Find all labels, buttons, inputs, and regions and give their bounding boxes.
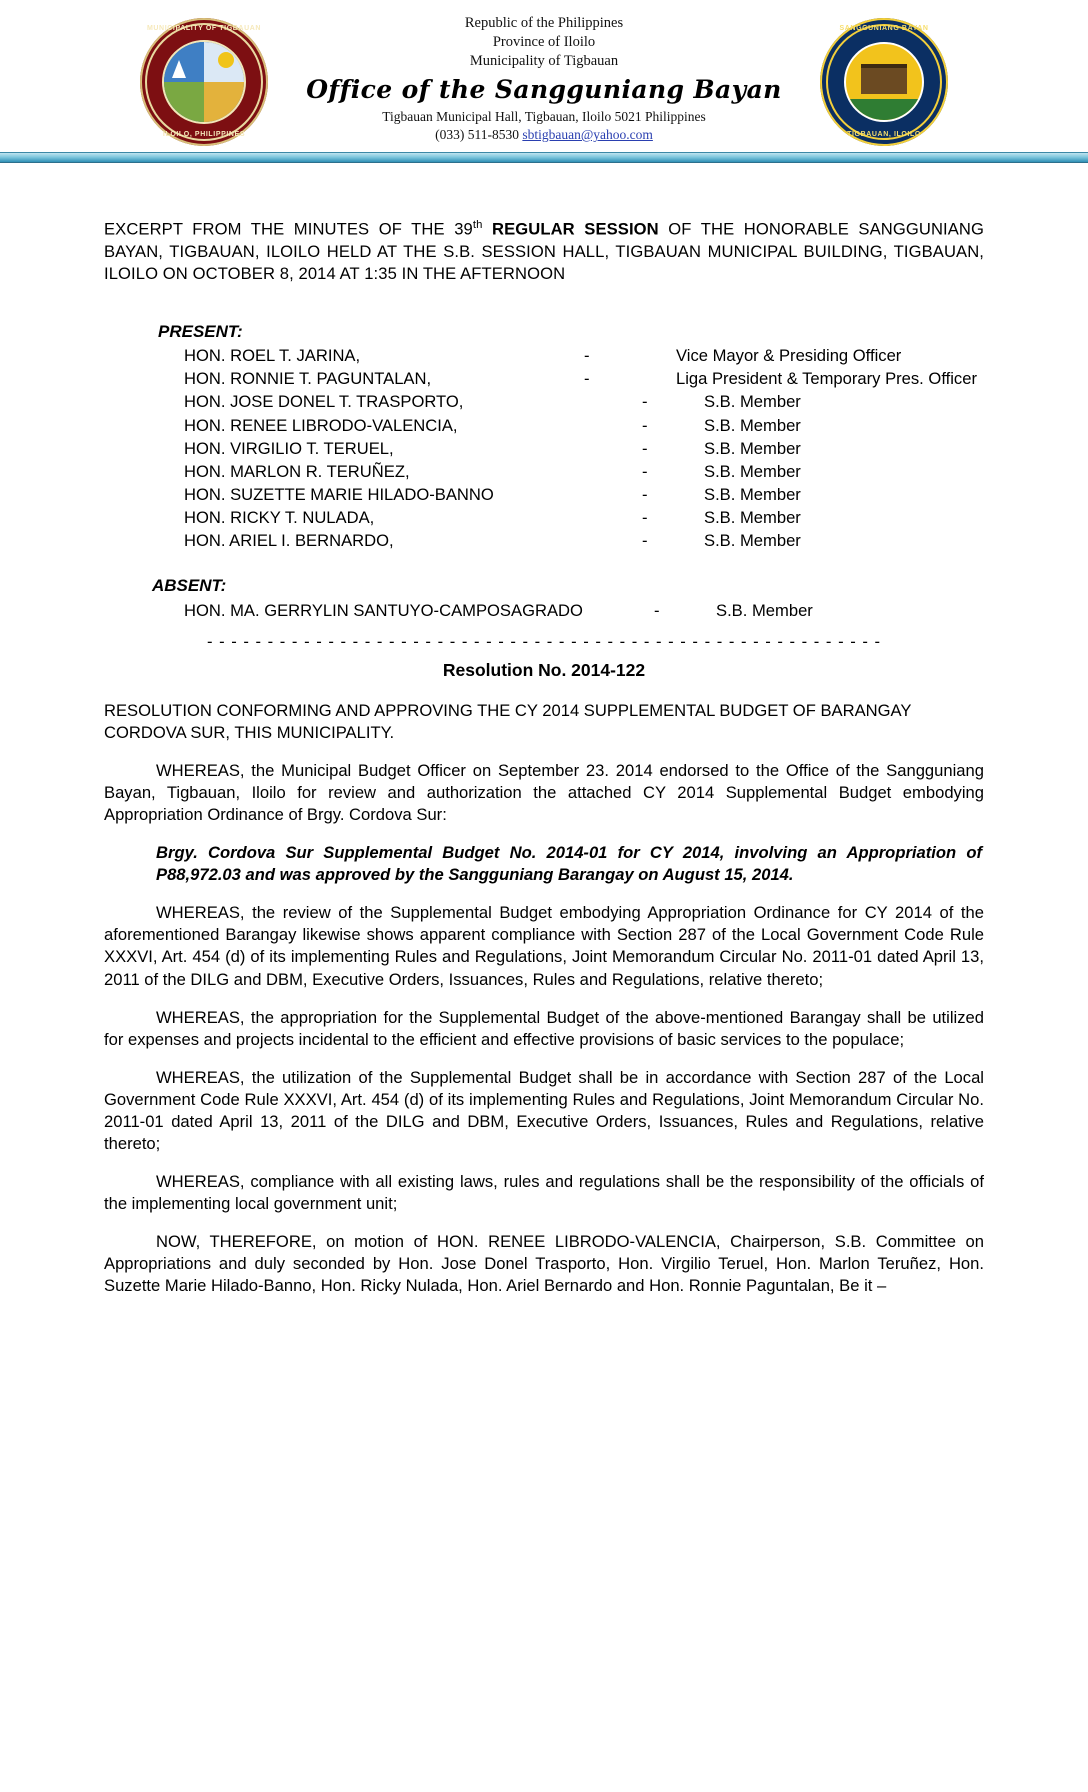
row-dash: -: [642, 438, 648, 458]
municipality-seal-top-text: MUNICIPALITY OF TIGBAUAN: [146, 25, 262, 32]
absent-section: [132, 575, 984, 623]
member-role: S.B. Member: [704, 438, 801, 458]
office-title-text: Office of the Sangguniang Bayan: [306, 75, 782, 105]
member-name: HON. ARIEL I. BERNARDO,: [184, 530, 394, 550]
table-row: [184, 530, 977, 553]
now-therefore-paragraph: NOW, THEREFORE, on motion of HON. RENEE LIBRODO-VALENCIA, Chairperson, S.B. Committee on Appropriations and duly seconded by Hon. Jose Donel Trasporto, Hon. Virgilio Teruel, Hon. Marlon Teruñez, Hon. Suzette Marie Hilado-Banno, Hon. Ricky Nulada, Hon. Ariel Bernardo and Hon. Ronnie Paguntalan, Be it –: [104, 1232, 984, 1296]
attendance-section: [104, 321, 984, 623]
whereas-paragraph-3: WHEREAS, the appropriation for the Supplemental Budget of the above-mentioned Barangay shall be utilized for expenses and projects incidental to the efficient and effective provisions of basic services to the populace;: [104, 1007, 984, 1049]
present-table: [184, 345, 977, 553]
province-line: Province of Iloilo: [492, 34, 596, 51]
table-row: [184, 507, 977, 530]
office-title: [300, 73, 788, 106]
member-name: HON. RONNIE T. PAGUNTALAN,: [184, 369, 432, 389]
member-name: HON. JOSE DONEL T. TRASPORTO,: [184, 392, 464, 412]
row-dash: -: [654, 600, 660, 620]
header-divider-bar: [0, 152, 1088, 163]
row-dash: -: [642, 484, 648, 504]
session-type: REGULAR SESSION: [482, 219, 659, 239]
whereas-paragraph-1: WHEREAS, the Municipal Budget Officer on September 23. 2014 endorsed to the Office of the Sangguniang Bayan, Tigbauan, Iloilo for review and authorization the attached CY 2014 Supplemental Budget embodying Appropriation Ordinance of Brgy. Cordova Sur:: [104, 761, 984, 825]
member-name: HON. RENEE LIBRODO-VALENCIA,: [184, 415, 458, 435]
row-dash: -: [642, 530, 648, 550]
member-role: Vice Mayor & Presiding Officer: [676, 346, 902, 366]
member-name: HON. ROEL T. JARINA,: [184, 346, 361, 366]
present-label: PRESENT:: [158, 321, 243, 341]
member-role: S.B. Member: [704, 507, 801, 527]
sb-seal-bottom-text: TIGBAUAN, ILOILO: [847, 131, 921, 138]
table-row: [184, 438, 977, 461]
table-row: [184, 345, 977, 368]
table-row: [184, 391, 977, 414]
member-role: S.B. Member: [704, 461, 801, 481]
excerpt-tail: OF THE HONORABLE SANGGUNIANG BAYAN, TIGBAUAN, ILOILO HELD AT THE S.B. SESSION HALL, TIGBAUAN MUNICIPAL BUILDING, TIGBAUAN, ILOILO ON OCTOBER 8, 2014 AT 1:35 IN THE AFTERNOON: [104, 219, 984, 283]
whereas-paragraph-2: WHEREAS, the review of the Supplemental Budget embodying Appropriation Ordinance for CY 2014 of the aforementioned Barangay likewise shows apparent compliance with Section 287 of the Local Government Code Rule XXXVI, Art. 454 (d) of its implementing Rules and Regulations, Joint Memorandum Circular No. 2011-01 dated April 13, 2011 of the DILG and DBM, Executive Orders, Issuances, Rules and Regulations, relative thereto;: [104, 903, 984, 989]
table-row: [184, 415, 977, 438]
section-divider: - - - - - - - - - - - - - - - - - - - - - - - - - - - - - - - - - - - - - - - - - - - - - - - - - - - - - - - -: [206, 631, 881, 651]
whereas-paragraph-4: WHEREAS, the utilization of the Supplemental Budget shall be in accordance with Section 287 of the Local Government Code Rule XXXVI, Art. 454 (d) of its implementing Rules and Regulations, Joint Memorandum Circular No. 2011-01 dated April 13, 2011 of the DILG and DBM, Executive Orders, Issuances, Rules and Regulations, relative thereto;: [104, 1067, 984, 1153]
sangguniang-bayan-seal: [820, 18, 948, 146]
member-role: S.B. Member: [716, 600, 813, 620]
member-name: HON. VIRGILIO T. TERUEL,: [184, 438, 394, 458]
row-dash: -: [642, 507, 648, 527]
table-row: [184, 461, 977, 484]
table-row: [184, 368, 977, 391]
document-body: [0, 200, 1088, 1337]
absent-label: ABSENT:: [152, 575, 227, 595]
row-dash: -: [642, 461, 648, 481]
quoted-budget-block: Brgy. Cordova Sur Supplemental Budget No. 2014-01 for CY 2014, involving an Appropriation of P88,972.03 and was approved by the Sangguniang Barangay on August 15, 2014.: [156, 843, 982, 885]
excerpt-paragraph: [104, 218, 984, 285]
member-name: HON. SUZETTE MARIE HILADO-BANNO: [184, 484, 494, 504]
row-dash: -: [584, 369, 590, 389]
row-dash: -: [642, 415, 648, 435]
email-link[interactable]: sbtigbauan@yahoo.com: [522, 127, 653, 143]
member-role: Liga President & Temporary Pres. Officer: [676, 369, 977, 389]
row-dash: -: [642, 392, 648, 412]
phone-text: (033) 511-8530: [435, 127, 523, 143]
session-ordinal: th: [472, 219, 483, 231]
excerpt-lead: EXCERPT FROM THE MINUTES OF THE 39: [104, 219, 473, 239]
municipality-seal: [140, 18, 268, 146]
municipality-seal-bottom-text: ILOILO, PHILIPPINES: [162, 131, 246, 138]
municipality-line: Municipality of Tigbauan: [469, 53, 619, 70]
member-role: S.B. Member: [704, 484, 801, 504]
row-dash: -: [584, 346, 590, 366]
republic-line: Republic of the Philippines: [464, 15, 624, 31]
absent-table: [184, 600, 813, 623]
member-role: S.B. Member: [704, 530, 801, 550]
member-name: HON. RICKY T. NULADA,: [184, 507, 375, 527]
sb-seal-top-text: SANGGUNIANG BAYAN: [839, 25, 929, 32]
resolution-title: RESOLUTION CONFORMING AND APPROVING THE CY 2014 SUPPLEMENTAL BUDGET OF BARANGAY CORDOVA SUR, THIS MUNICIPALITY.: [104, 700, 912, 742]
resolution-number: Resolution No. 2014-122: [442, 659, 646, 680]
member-role: S.B. Member: [704, 415, 801, 435]
address-line: Tigbauan Municipal Hall, Tigbauan, Iloilo 5021 Philippines: [382, 109, 706, 125]
member-name: HON. MA. GERRYLIN SANTUYO-CAMPOSAGRADO: [184, 600, 583, 620]
member-name: HON. MARLON R. TERUÑEZ,: [184, 461, 410, 481]
letterhead: [0, 0, 1088, 200]
table-row: [184, 484, 977, 507]
whereas-paragraph-5: WHEREAS, compliance with all existing laws, rules and regulations shall be the responsibility of the officials of the implementing local government unit;: [104, 1171, 984, 1214]
member-role: S.B. Member: [704, 392, 801, 412]
table-row: [184, 600, 813, 623]
